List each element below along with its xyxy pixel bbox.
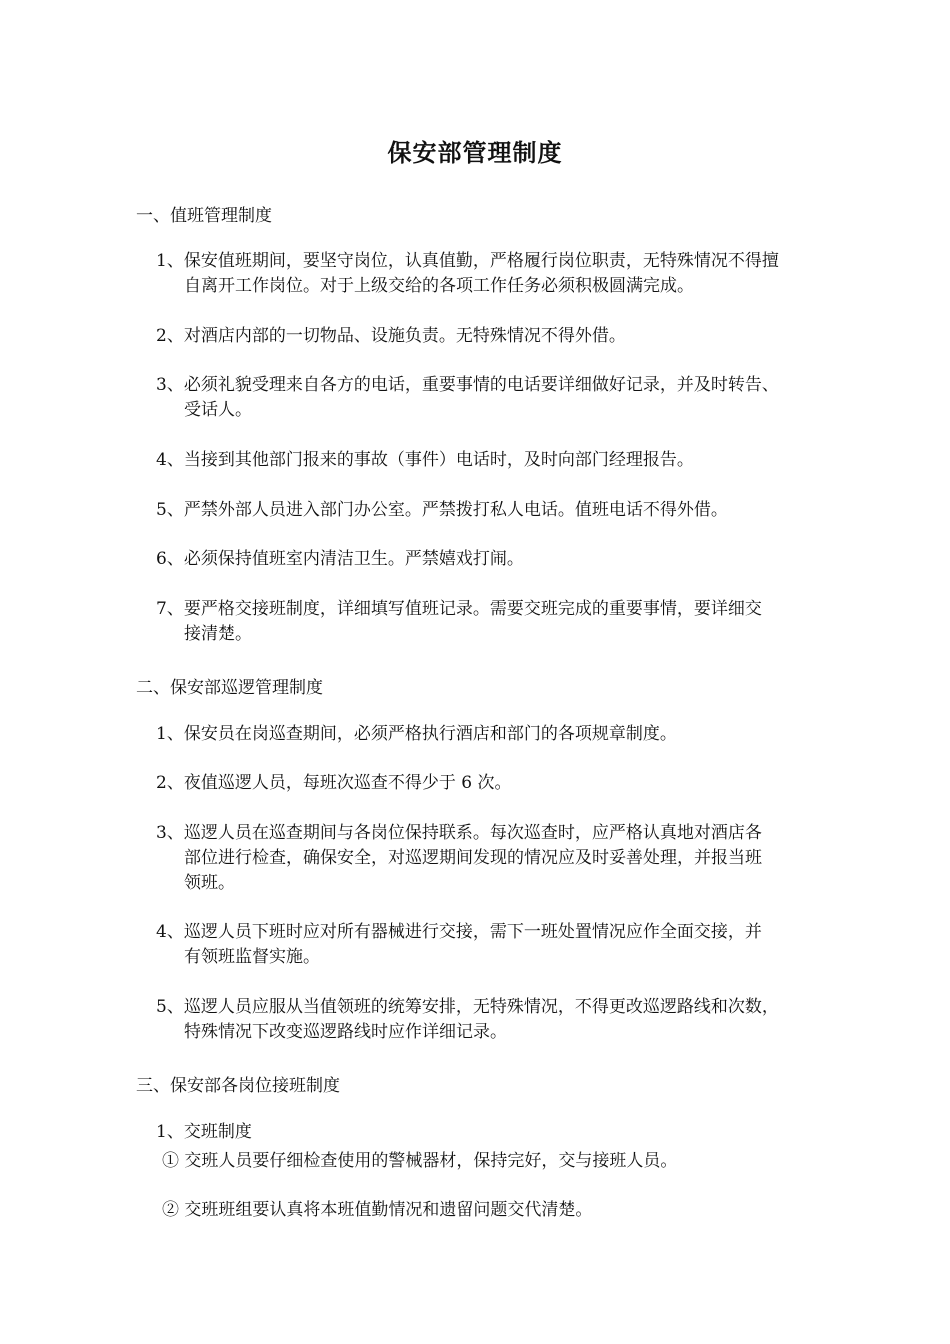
section-heading-2: 二、保安部巡逻管理制度 — [136, 678, 323, 698]
item-text-continued: 接清楚。 — [184, 624, 252, 644]
list-item — [156, 920, 828, 970]
item-text: 交班制度 — [183, 1122, 252, 1142]
item-number: 5、 — [156, 997, 184, 1017]
list-item — [156, 448, 828, 473]
list-item — [156, 1120, 828, 1145]
item-number: 5、 — [156, 500, 184, 520]
item-text-continued: 领班。 — [184, 873, 235, 893]
list-item — [156, 547, 828, 572]
item-text-continued: 受话人。 — [184, 400, 252, 420]
list-item — [156, 771, 828, 796]
item-text: 必须保持值班室内清洁卫生。严禁嬉戏打闹。 — [183, 549, 524, 569]
item-text-continued: 特殊情况下改变巡逻路线时应作详细记录。 — [184, 1022, 507, 1042]
item-number: 3、 — [156, 823, 184, 843]
item-text: 当接到其他部门报来的事故（事件）电话时，及时向部门经理报告。 — [183, 450, 694, 470]
section-heading-1: 一、值班管理制度 — [136, 206, 272, 226]
item-number: 1、 — [156, 251, 184, 271]
item-text: 巡逻人员下班时应对所有器械进行交接，需下一班处置情况应作全面交接，并 — [183, 922, 762, 942]
item-text: 保安员在岗巡查期间，必须严格执行酒店和部门的各项规章制度。 — [183, 724, 677, 744]
item-text-continued: 自离开工作岗位。对于上级交给的各项工作任务必须积极圆满完成。 — [184, 276, 694, 296]
item-text-continued: 有领班监督实施。 — [184, 947, 320, 967]
list-item — [156, 821, 828, 896]
item-number: 3、 — [156, 375, 184, 395]
item-number: 7、 — [156, 599, 184, 619]
sub-item: ① 交班人员要仔细检查使用的警械器材，保持完好，交与接班人员。 — [162, 1151, 678, 1171]
item-text: 严禁外部人员进入部门办公室。严禁拨打私人电话。值班电话不得外借。 — [183, 500, 728, 520]
page-title: 保安部管理制度 — [387, 138, 563, 167]
item-text-continued: 部位进行检查，确保安全，对巡逻期间发现的情况应及时妥善处理，并报当班 — [184, 848, 762, 868]
item-text: 巡逻人员应服从当值领班的统筹安排，无特殊情况，不得更改巡逻路线和次数， — [183, 997, 779, 1017]
item-number: 4、 — [156, 922, 184, 942]
item-number: 6、 — [156, 549, 184, 569]
list-item — [156, 995, 828, 1045]
item-text: 必须礼貌受理来自各方的电话，重要事情的电话要详细做好记录，并及时转告、 — [183, 375, 779, 395]
item-text: 保安值班期间，要坚守岗位，认真值勤，严格履行岗位职责，无特殊情况不得擅 — [183, 251, 779, 271]
list-item — [156, 722, 828, 747]
item-number: 1、 — [156, 1122, 184, 1142]
list-item — [156, 373, 828, 423]
list-item — [156, 597, 828, 647]
sub-item: ② 交班班组要认真将本班值勤情况和遗留问题交代清楚。 — [162, 1200, 593, 1220]
item-number: 1、 — [156, 724, 184, 744]
item-number: 2、 — [156, 326, 184, 346]
item-text: 夜值巡逻人员，每班次巡查不得少于 6 次。 — [183, 773, 512, 793]
list-item — [156, 324, 828, 349]
item-number: 4、 — [156, 450, 184, 470]
item-text: 要严格交接班制度，详细填写值班记录。需要交班完成的重要事情，要详细交 — [183, 599, 762, 619]
list-item — [156, 498, 828, 523]
item-text: 巡逻人员在巡查期间与各岗位保持联系。每次巡查时，应严格认真地对酒店各 — [183, 823, 762, 843]
item-number: 2、 — [156, 773, 184, 793]
section-heading-3: 三、保安部各岗位接班制度 — [136, 1076, 340, 1096]
list-item — [156, 249, 828, 299]
item-text: 对酒店内部的一切物品、设施负责。无特殊情况不得外借。 — [183, 326, 626, 346]
